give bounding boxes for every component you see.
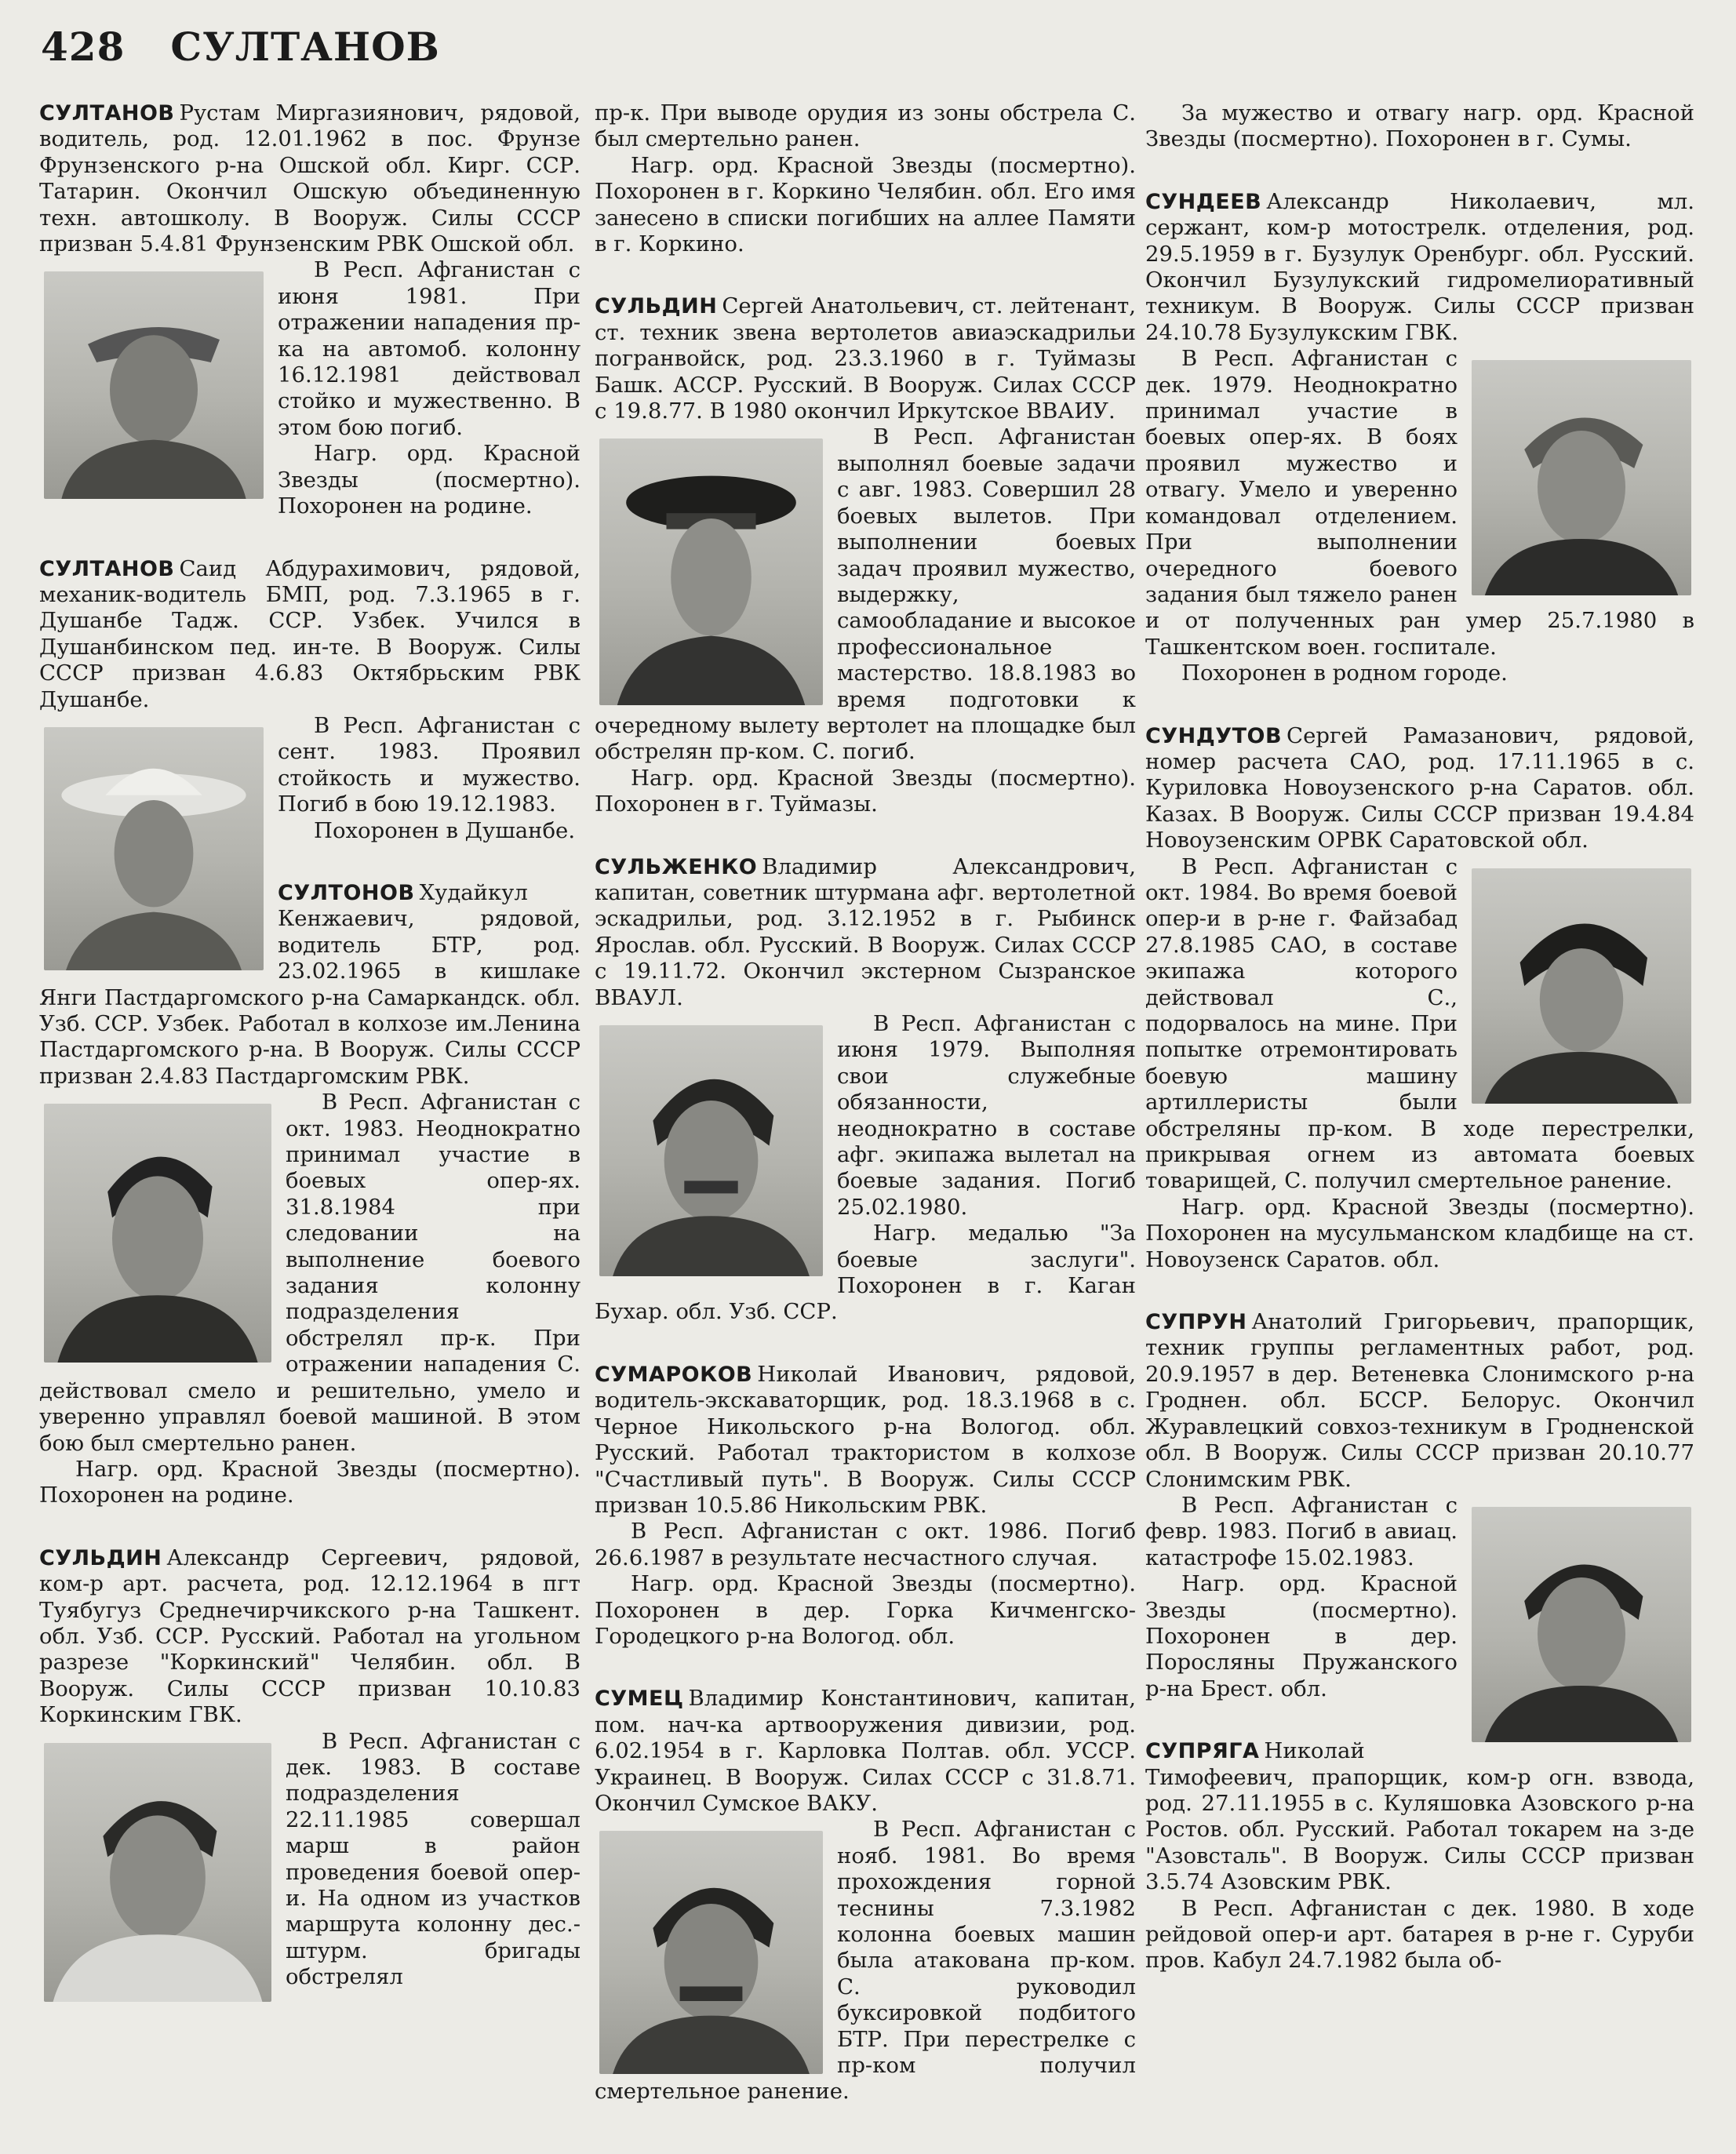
entry-text: Нагр. орд. Красной Звезды (посмертно). Похоронен в г. Коркино Челябин. обл. Его имя занесено в списки погибших на аллее Памяти в г. Коркино. xyxy=(595,152,1136,257)
entry-text: Худайкул Кенжаевич, рядовой, водитель БТР, род. 23.02.1965 в кишлаке Янги Пастдаргомского р-на Самаркандск. обл. Узб. ССР. Узбек. Работал в колхозе им.Ленина Пастдаргомского р-на. В Вооруж. Силы СССР призван 2.4.83 Пастдаргомским РВК. xyxy=(39,879,580,1089)
entry-name: СУЛТОНОВ xyxy=(278,880,415,905)
entry-text: Александр Сергеевич, рядовой, ком-р арт. расчета, род. 12.12.1964 в пгт Туябугуз Среднечирчикского р-на Ташкент. обл. Узб. ССР. Русский. Работал на угольном разрезе "Коркинский" Челябин. обл. В Вооруж. Силы СССР призван 10.10.83 Коркинским ГВК. xyxy=(39,1545,580,1728)
entry-name: СУНДУТОВ xyxy=(1145,723,1283,748)
entry-text: Николай Иванович, рядовой, водитель-экскаваторщик, род. 18.3.1968 в с. Черное Никольского р-на Вологод. обл. Русский. Работал трактористом в колхозе "Счастливый путь". В Вооруж. Силы СССР призван 10.5.86 Никольским РВК. xyxy=(595,1361,1136,1518)
entry-text: За мужество и отвагу нагр. орд. Красной Звезды (посмертно). Похоронен в г. Сумы. xyxy=(1145,100,1694,152)
entry-text: пр-к. При выводе орудия из зоны обстрела С. был смертельно ранен. xyxy=(595,100,1136,152)
entry-text: Похоронен в родном городе. xyxy=(1181,660,1508,686)
entry-suldin-sergey xyxy=(595,293,1136,817)
page-header xyxy=(41,24,440,70)
entry-text: В Респ. Афганистан с июня 1981. При отражении нападения пр-ка на автомоб. колонну 16.12.1981 действовал стойко и мужественно. В этом бою погиб. xyxy=(278,257,580,440)
portrait-photo xyxy=(44,1104,271,1363)
entry-text: Нагр. орд. Красной Звезды (посмертно). Похоронен в дер. Горка Кичменгско-Городецкого р-на Вологод. обл. xyxy=(595,1571,1136,1649)
entry-name: СУПРЯГА xyxy=(1145,1739,1260,1764)
entry-text: Анатолий Григорьевич, прапорщик, техник группы регламентных работ, род. 20.9.1957 в дер. Ветеневка Слонимского р-на Гроднен. обл. БССР. Белорус. Окончил Журавлецкий совхоз-техникум в Гродненской обл. В Вооруж. Силы СССР призван 20.10.77 Слонимским РВК. xyxy=(1145,1309,1694,1492)
entry-name: СУЛЬДИН xyxy=(595,294,718,319)
entry-name: СУНДЕЕВ xyxy=(1145,189,1262,214)
entry-sultonov xyxy=(39,880,580,1509)
entry-text: Владимир Александрович, капитан, советник штурмана афг. вертолетной эскадрильи, род. 3.12.1952 в г. Рыбинск Ярослав. обл. Русский. В Вооруж. Силах СССР с 19.11.72. Окончил экстерном Сызранское ВВАУЛ. xyxy=(595,853,1136,1010)
entry-text: В Респ. Афганистан с окт. 1984. Во время боевой опер-и в р-не г. Файзабад 27.8.1985 САО, в составе экипажа которого действовал С., подорвалось на мине. При попытке отремонтировать боевую машину артиллеристы были обстреляны пр-ком. В ходе перестрелки, прикрывая огнем из автомата боевых товарищей, С. получил смертельное ранение. xyxy=(1145,853,1694,1194)
entry-text: В Респ. Афганистан с нояб. 1981. Во время прохождения горной теснины 7.3.1982 колонна боевых машин была атакована пр-ком. С. руководил буксировкой подбитого БТР. При перестрелке с пр-ком получил смертельное ранение. xyxy=(595,1817,1136,2105)
entry-text: Владимир Константинович, капитан, пом. нач-ка артвооружения дивизии, род. 6.02.1954 в г. Карловка Полтав. обл. УССР. Украинец. В Вооруж. Силах СССР с 31.8.71. Окончил Сумское ВАКУ. xyxy=(595,1686,1136,1816)
entry-text: Нагр. орд. Красной Звезды (посмертно). Похоронен на родине. xyxy=(278,441,580,519)
entry-text: В Респ. Афганистан с июня 1979. Выполняя свои служебные обязанности, неоднократно в составе афг. экипажа вылетал на боевые задания. Погиб 25.02.1980. xyxy=(837,1011,1136,1220)
entry-name: СУЛЬДИН xyxy=(39,1545,162,1570)
entry-text: Нагр. орд. Красной Звезды (посмертно). Похоронен на мусульманском кладбище на ст. Новоузенск Саратов. обл. xyxy=(1145,1194,1694,1272)
entry-text: В Респ. Афганистан с окт. 1986. Погиб 26.6.1987 в результате несчастного случая. xyxy=(595,1519,1136,1570)
entry-text: В Респ. Афганистан с сент. 1983. Проявил стойкость и мужество. Погиб в бою 19.12.1983. xyxy=(278,712,580,817)
entry-sumarokov xyxy=(595,1362,1136,1650)
entry-suldin-aleksandr xyxy=(39,1545,580,1991)
entry-sulzhenko xyxy=(595,854,1136,1326)
entry-continuation xyxy=(595,100,1136,257)
entry-name: СУЛТАНОВ xyxy=(39,101,175,126)
entry-name: СУМАРОКОВ xyxy=(595,1362,753,1387)
column-1 xyxy=(39,100,580,2027)
entry-text: Сергей Анатольевич, ст. лейтенант, ст. техник звена вертолетов авиаэскадрильи погранвойск, род. 23.3.1960 в г. Туймазы Башк. АССР. Русский. В Вооруж. Силах СССР с 19.8.77. В 1980 окончил Иркутское ВВАИУ. xyxy=(595,293,1136,424)
column-3 xyxy=(1145,100,1694,2010)
portrait-photo xyxy=(1472,868,1691,1104)
page-title: СУЛТАНОВ xyxy=(170,24,440,70)
portrait-photo xyxy=(1472,360,1691,595)
entry-name: СУЛЬЖЕНКО xyxy=(595,854,758,879)
column-2 xyxy=(595,100,1136,2141)
entry-sundutov xyxy=(1145,723,1694,1274)
portrait-photo xyxy=(44,1743,271,2002)
entry-text: Нагр. орд. Красной Звезды (посмертно). Похоронен на родине. xyxy=(39,1456,580,1508)
entry-sundeev xyxy=(1145,189,1694,687)
portrait-photo xyxy=(44,271,264,499)
entry-text: В Респ. Афганистан с дек. 1983. В составе подразделения 22.11.1985 совершал марш в район проведения боевой опер-и. На одном из участков маршрута колонну дес.-штурм. бригады обстрелял xyxy=(286,1728,580,1990)
portrait-photo xyxy=(599,1831,823,2074)
entry-text: Похоронен в Душанбе. xyxy=(314,817,576,843)
portrait-photo xyxy=(599,1025,823,1276)
entry-sumets xyxy=(595,1686,1136,2105)
page-number: 428 xyxy=(41,24,126,70)
entry-name: СУЛТАНОВ xyxy=(39,556,175,581)
entry-text: Нагр. орд. Красной Звезды (посмертно). Похоронен в дер. Поросляны Пружанского р-на Брест. обл. xyxy=(1145,1571,1458,1701)
entry-text: Саид Абдурахимович, рядовой, механик-водитель БМП, род. 7.3.1965 в г. Душанбе Тадж. ССР. Узбек. Учился в Душанбинском пед. ин-те. В Вооруж. Силы СССР призван 4.6.83 Октябрьским РВК Душанбе. xyxy=(39,555,580,712)
entry-sultanov-said xyxy=(39,556,580,844)
portrait-photo xyxy=(44,727,264,970)
entry-text: Рустам Миргазиянович, рядовой, водитель, род. 12.01.1962 в пос. Фрунзе Фрунзенского р-на Ошской обл. Кирг. ССР. Татарин. Окончил Ошскую объединенную техн. автошколу. В Вооруж. Силы СССР призван 5.4.81 Фрунзенским РВК Ошской обл. xyxy=(39,100,580,257)
entry-supryaga xyxy=(1145,1738,1694,1974)
portrait-photo xyxy=(1472,1507,1691,1742)
entry-text: В Респ. Афганистан с дек. 1980. В ходе рейдовой опер-и арт. батарея в р-не г. Суруби пров. Кабул 24.7.1982 была об- xyxy=(1145,1895,1694,1974)
entry-name: СУПРУН xyxy=(1145,1310,1247,1335)
entry-text: Александр Николаевич, мл. сержант, ком-р мотострелк. отделения, род. 29.5.1959 в г. Бузулук Оренбург. обл. Русский. Окончил Бузулукский гидромелиоративный техникум. В Вооруж. Силы СССР призван 24.10.78 Бузулукским ГВК. xyxy=(1145,188,1694,345)
entry-text: Николай Тимофеевич, прапорщик, ком-р огн. взвода, род. 27.11.1955 в с. Куляшовка Азовского р-на Ростов. обл. Русский. Работал токарем на з-де "Азовсталь". В Вооруж. Силы СССР призван 3.5.74 Азовским РВК. xyxy=(1145,1738,1694,1895)
entry-suprun xyxy=(1145,1309,1694,1702)
entry-text: Нагр. орд. Красной Звезды (посмертно). Похоронен в г. Туймазы. xyxy=(595,765,1136,817)
entry-text: Нагр. медалью "За боевые заслуги". Похоронен в г. Каган Бухар. обл. Узб. ССР. xyxy=(595,1221,1136,1325)
entry-sultanov-rustam xyxy=(39,100,580,520)
portrait-photo xyxy=(599,438,823,705)
entry-text: В Респ. Афганистан с февр. 1983. Погиб в авиац. катастрофе 15.02.1983. xyxy=(1145,1492,1458,1570)
entry-text: Сергей Рамазанович, рядовой, номер расчета САО, род. 17.11.1965 в с. Куриловка Новоузенского р-на Саратов. обл. Казах. В Вооруж. Силы СССР призван 19.4.84 Новоузенским ОРВК Саратовской обл. xyxy=(1145,722,1694,853)
entry-text: В Респ. Афганистан с дек. 1979. Неоднократно принимал участие в боевых опер-ях. В боях проявил мужество и отвагу. Умело и уверенно командовал отделением. При выполнении очередного боевого задания был тяжело ранен и от полученных ран умер 25.7.1980 в Ташкентском воен. госпитале. xyxy=(1145,346,1694,660)
entry-text: В Респ. Афганистан с окт. 1983. Неоднократно принимал участие в боевых опер-ях. 31.8.1984 при следовании на выполнение боевого задания колонну подразделения обстрелял пр-к. При отражении нападения С. действовал смело и решительно, умело и уверенно управлял боевой машиной. В этом бою был смертельно ранен. xyxy=(39,1090,580,1456)
entry-text: В Респ. Афганистан выполнял боевые задачи с авг. 1983. Совершил 28 боевых вылетов. При выполнении боевых задач проявил мужество, выдержку, самообладание и высокое профессиональное мастерство. 18.8.1983 во время подготовки к очередному вылету вертолет на площадке был обстрелян пр-ком. С. погиб. xyxy=(595,424,1136,765)
entry-continuation xyxy=(1145,100,1694,153)
entry-name: СУМЕЦ xyxy=(595,1686,684,1712)
